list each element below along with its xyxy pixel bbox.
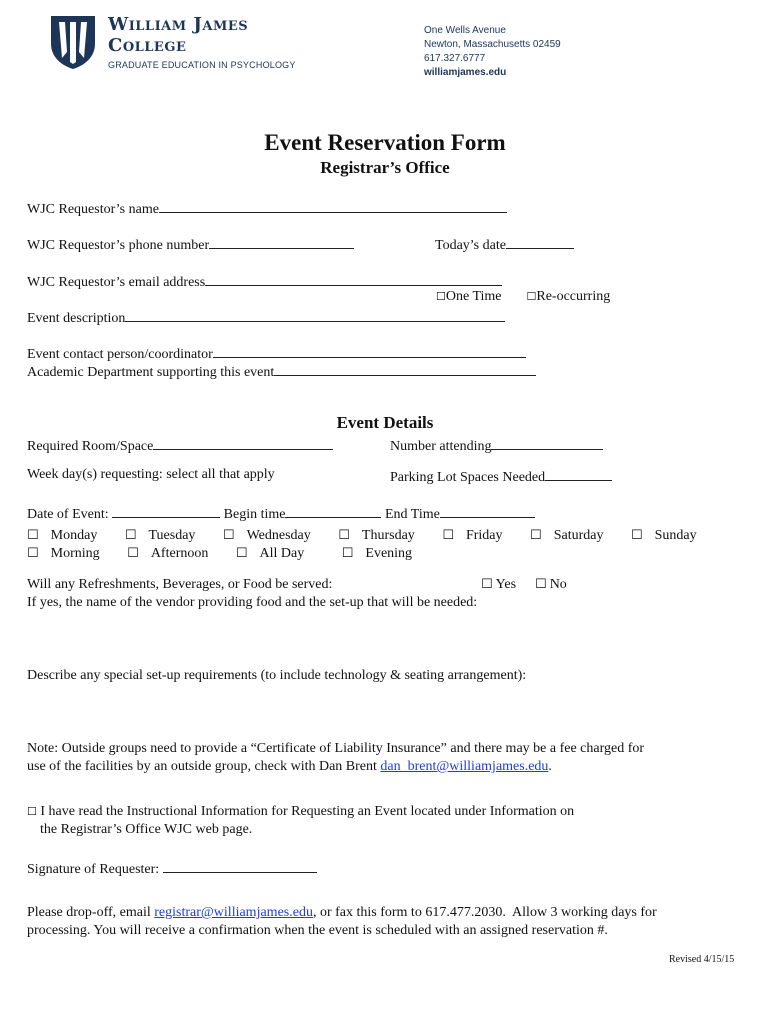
- dan-brent-email-link[interactable]: dan_brent@williamjames.edu: [380, 759, 549, 774]
- yes-label: Yes: [495, 577, 517, 592]
- refreshments-options: [481, 576, 567, 594]
- form-subtitle: Registrar’s Office: [320, 158, 450, 177]
- vendor-prompt: If yes, the name of the vendor providing food and the set-up that will be needed:: [27, 595, 478, 610]
- days-checkbox-row: [27, 527, 721, 545]
- day-label: Saturday: [553, 528, 604, 543]
- requestor-phone-field[interactable]: [209, 234, 354, 249]
- no-label: No: [549, 577, 567, 592]
- checkbox-icon: ☐: [127, 546, 139, 561]
- academic-dept-label: Academic Department supporting this event: [27, 365, 275, 380]
- time-label: Afternoon: [150, 546, 209, 561]
- acknowledgement-line2: the Registrar’s Office WJC web page.: [40, 822, 253, 837]
- checkbox-icon: ☐: [338, 528, 350, 543]
- time-option-evening[interactable]: [342, 546, 424, 561]
- note-end: .: [548, 759, 552, 774]
- dropoff-text-a: Please drop-off, email: [27, 905, 155, 920]
- todays-date-field[interactable]: [506, 234, 574, 249]
- day-option-saturday[interactable]: [530, 528, 615, 543]
- day-label: Wednesday: [246, 528, 311, 543]
- parking-row: [390, 466, 612, 487]
- event-description-row: [27, 307, 505, 328]
- checkbox-icon: ☐: [235, 546, 248, 561]
- college-tagline: GRADUATE EDUCATION IN PSYCHOLOGY: [108, 60, 296, 70]
- attending-label: Number attending: [390, 439, 492, 454]
- reoccurring-checkbox[interactable]: ☐: [526, 290, 537, 303]
- event-description-field[interactable]: [125, 307, 505, 322]
- date-label: Date of Event:: [27, 507, 109, 522]
- requestor-email-field[interactable]: [205, 271, 502, 286]
- requestor-email-label: WJC Requestor’s email address: [27, 275, 206, 290]
- address-line2: Newton, Massachusetts 02459: [424, 39, 561, 50]
- day-label: Friday: [465, 528, 503, 543]
- day-option-monday[interactable]: [27, 528, 109, 543]
- revised-date: Revised 4/15/15: [669, 954, 735, 965]
- frequency-options: [436, 288, 610, 306]
- note-line1: Note: Outside groups need to provide a “Certificate of Liability Insurance” and there may be a fee charged for: [27, 741, 645, 756]
- checkbox-icon: ☐: [341, 546, 354, 561]
- contact-person-label: Event contact person/coordinator: [27, 347, 213, 362]
- weekday-label: Week day(s) requesting: select all that apply: [27, 467, 275, 482]
- time-option-afternoon[interactable]: [127, 546, 220, 561]
- refreshments-question: Will any Refreshments, Beverages, or Food be served:: [27, 577, 333, 592]
- parking-label: Parking Lot Spaces Needed: [390, 470, 546, 485]
- parking-field[interactable]: [545, 466, 612, 481]
- note-line2: [27, 758, 552, 776]
- end-time-label: End Time: [384, 507, 440, 522]
- todays-date-label: Today’s date: [435, 238, 506, 253]
- day-option-sunday[interactable]: [631, 528, 709, 543]
- note-text: use of the facilities by an outside group, check with Dan Brent: [27, 759, 381, 774]
- begin-time-field[interactable]: [285, 503, 381, 518]
- requestor-phone-row: [27, 234, 354, 255]
- dropoff-text-b: , or fax this form to 617.477.2030. Allow 3 working days for: [312, 905, 657, 920]
- college-name-line2: College: [108, 35, 187, 56]
- setup-prompt: Describe any special set-up requirements (to include technology & seating arrangement):: [27, 668, 527, 683]
- date-field[interactable]: [112, 503, 220, 518]
- requestor-name-row: [27, 198, 507, 219]
- academic-dept-field[interactable]: [274, 361, 536, 376]
- checkbox-icon: ☐: [27, 528, 39, 543]
- room-label: Required Room/Space: [27, 439, 154, 454]
- one-time-checkbox[interactable]: ☐: [436, 290, 446, 303]
- address-line1: One Wells Avenue: [424, 25, 506, 36]
- time-label: Morning: [50, 546, 100, 561]
- room-row: [27, 435, 333, 456]
- reoccurring-label: Re-occurring: [536, 289, 611, 304]
- registrar-email-link[interactable]: registrar@williamjames.edu: [154, 905, 313, 920]
- form-title: Event Reservation Form: [264, 130, 506, 155]
- checkbox-icon: ☐: [222, 528, 235, 543]
- requestor-email-row: [27, 271, 502, 292]
- acknowledgement-checkbox[interactable]: ☐: [27, 805, 37, 818]
- college-name: [108, 14, 248, 56]
- acknowledgement-line1: I have read the Instructional Information for Requesting an Event located under Information on: [40, 804, 575, 819]
- college-name-line1: William James: [108, 14, 249, 35]
- requestor-name-field[interactable]: [159, 198, 507, 213]
- refreshments-no-option[interactable]: [535, 577, 567, 592]
- date-time-row: [27, 503, 535, 524]
- day-label: Monday: [50, 528, 98, 543]
- college-address: [424, 24, 561, 80]
- dropoff-line1: [27, 904, 657, 922]
- checkbox-icon: ☐: [530, 528, 542, 543]
- day-label: Thursday: [361, 528, 415, 543]
- refreshments-yes-option[interactable]: [481, 577, 516, 592]
- day-option-tuesday[interactable]: [125, 528, 208, 543]
- acknowledgement-row: [27, 803, 574, 821]
- requestor-name-label: WJC Requestor’s name: [27, 202, 159, 217]
- attending-row: [390, 435, 603, 456]
- requestor-phone-label: WJC Requestor’s phone number: [27, 238, 210, 253]
- attending-field[interactable]: [491, 435, 603, 450]
- time-label: All Day: [259, 546, 305, 561]
- time-option-morning[interactable]: [27, 546, 112, 561]
- dropoff-line2: processing. You will receive a confirmation when the event is scheduled with an assigned reservation #.: [27, 923, 608, 938]
- event-details-heading: Event Details: [336, 413, 434, 432]
- times-checkbox-row: [27, 545, 436, 563]
- end-time-field[interactable]: [440, 503, 535, 518]
- checkbox-icon: ☐: [27, 546, 39, 561]
- checkbox-icon: ☐: [535, 577, 547, 592]
- contact-person-field[interactable]: [213, 343, 526, 358]
- day-label: Sunday: [654, 528, 697, 543]
- address-website: williamjames.edu: [424, 67, 507, 78]
- time-option-all-day[interactable]: [236, 546, 316, 561]
- one-time-label: One Time: [445, 289, 502, 304]
- room-field[interactable]: [153, 435, 333, 450]
- signature-label: Signature of Requester:: [27, 862, 163, 877]
- signature-field[interactable]: [163, 858, 317, 873]
- academic-dept-row: [27, 361, 536, 382]
- begin-time-label: Begin time: [223, 507, 286, 522]
- signature-row: [27, 858, 317, 879]
- checkbox-icon: ☐: [442, 528, 454, 543]
- day-option-wednesday[interactable]: [223, 528, 323, 543]
- event-description-label: Event description: [27, 311, 126, 326]
- day-label: Tuesday: [148, 528, 196, 543]
- college-logo-icon: [49, 14, 97, 70]
- checkbox-icon: ☐: [124, 528, 137, 543]
- day-option-thursday[interactable]: [338, 528, 427, 543]
- day-option-friday[interactable]: [442, 528, 514, 543]
- address-phone: 617.327.6777: [424, 53, 486, 64]
- checkbox-icon: ☐: [630, 528, 643, 543]
- todays-date-row: [435, 234, 574, 255]
- time-label: Evening: [365, 546, 413, 561]
- checkbox-icon: ☐: [481, 577, 493, 592]
